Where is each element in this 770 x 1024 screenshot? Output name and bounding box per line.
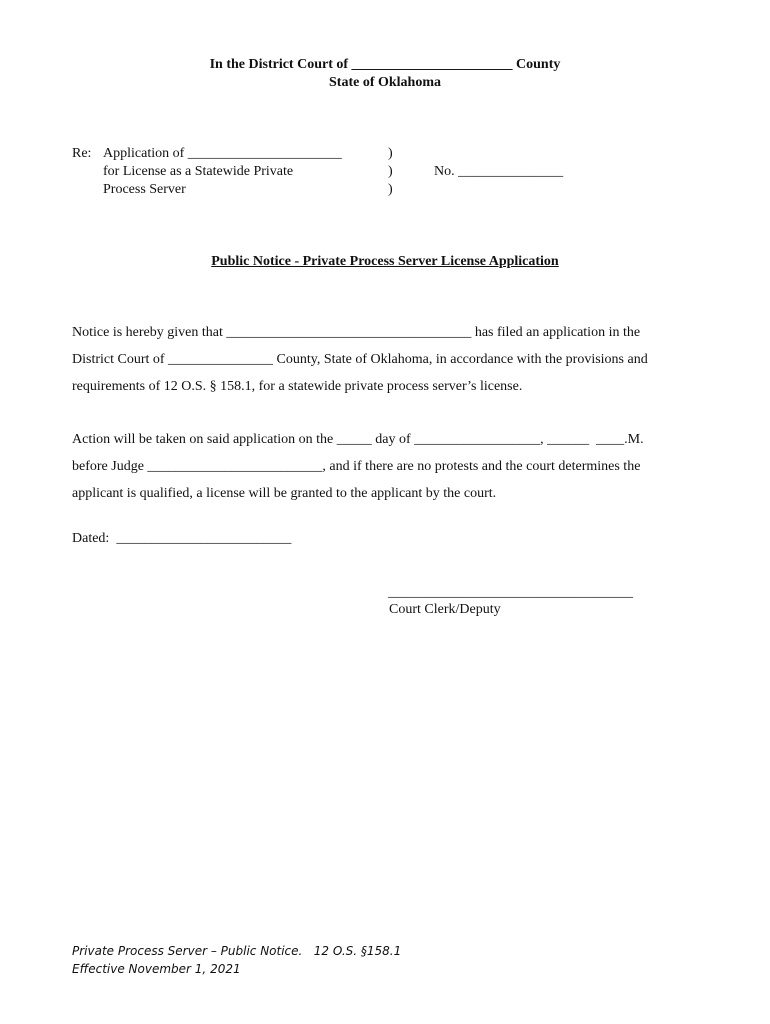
state-heading: State of Oklahoma — [329, 75, 441, 90]
dated-line: Dated: _________________________ — [72, 531, 292, 546]
caption-paren-3: ) — [388, 182, 393, 197]
footer-line-2: Effective November 1, 2021 — [72, 962, 241, 976]
caption-line-1: Application of ______________________ — [103, 146, 342, 161]
paragraph2-line1: Action will be taken on said application on the _____ day of __________________, ______ ____.M. — [72, 432, 644, 447]
court-heading: In the District Court of _______________________ County — [209, 57, 561, 72]
paragraph2-line2: before Judge _________________________, and if there are no protests and the court determines the — [72, 459, 641, 474]
caption-paren-1: ) — [388, 146, 393, 161]
notice-title: Public Notice - Private Process Server License Application — [211, 254, 559, 269]
signature-label: Court Clerk/Deputy — [389, 602, 501, 617]
caption-paren-2: ) — [388, 164, 393, 179]
signature-line: ___________________________________ — [388, 585, 633, 600]
paragraph1-line1-text: Notice is hereby given that ___________________________________ has filed an application in the — [72, 325, 641, 340]
re-label: Re: — [72, 146, 92, 161]
paragraph2-line3: applicant is qualified, a license will be granted to the applicant by the court. — [72, 486, 497, 501]
paragraph1-line3: requirements of 12 O.S. § 158.1, for a statewide private process server’s license. — [72, 379, 523, 394]
footer-line-1: Private Process Server – Public Notice. 12 O.S. §158.1 — [72, 944, 402, 958]
case-number: No. _______________ — [434, 164, 564, 179]
caption-line-3: Process Server — [103, 182, 186, 197]
caption-line-2: for License as a Statewide Private — [103, 164, 294, 179]
paragraph1-line2: District Court of _______________ County, State of Oklahoma, in accordance with the provisions and — [72, 352, 648, 367]
paragraph1-line1 — [72, 325, 698, 341]
